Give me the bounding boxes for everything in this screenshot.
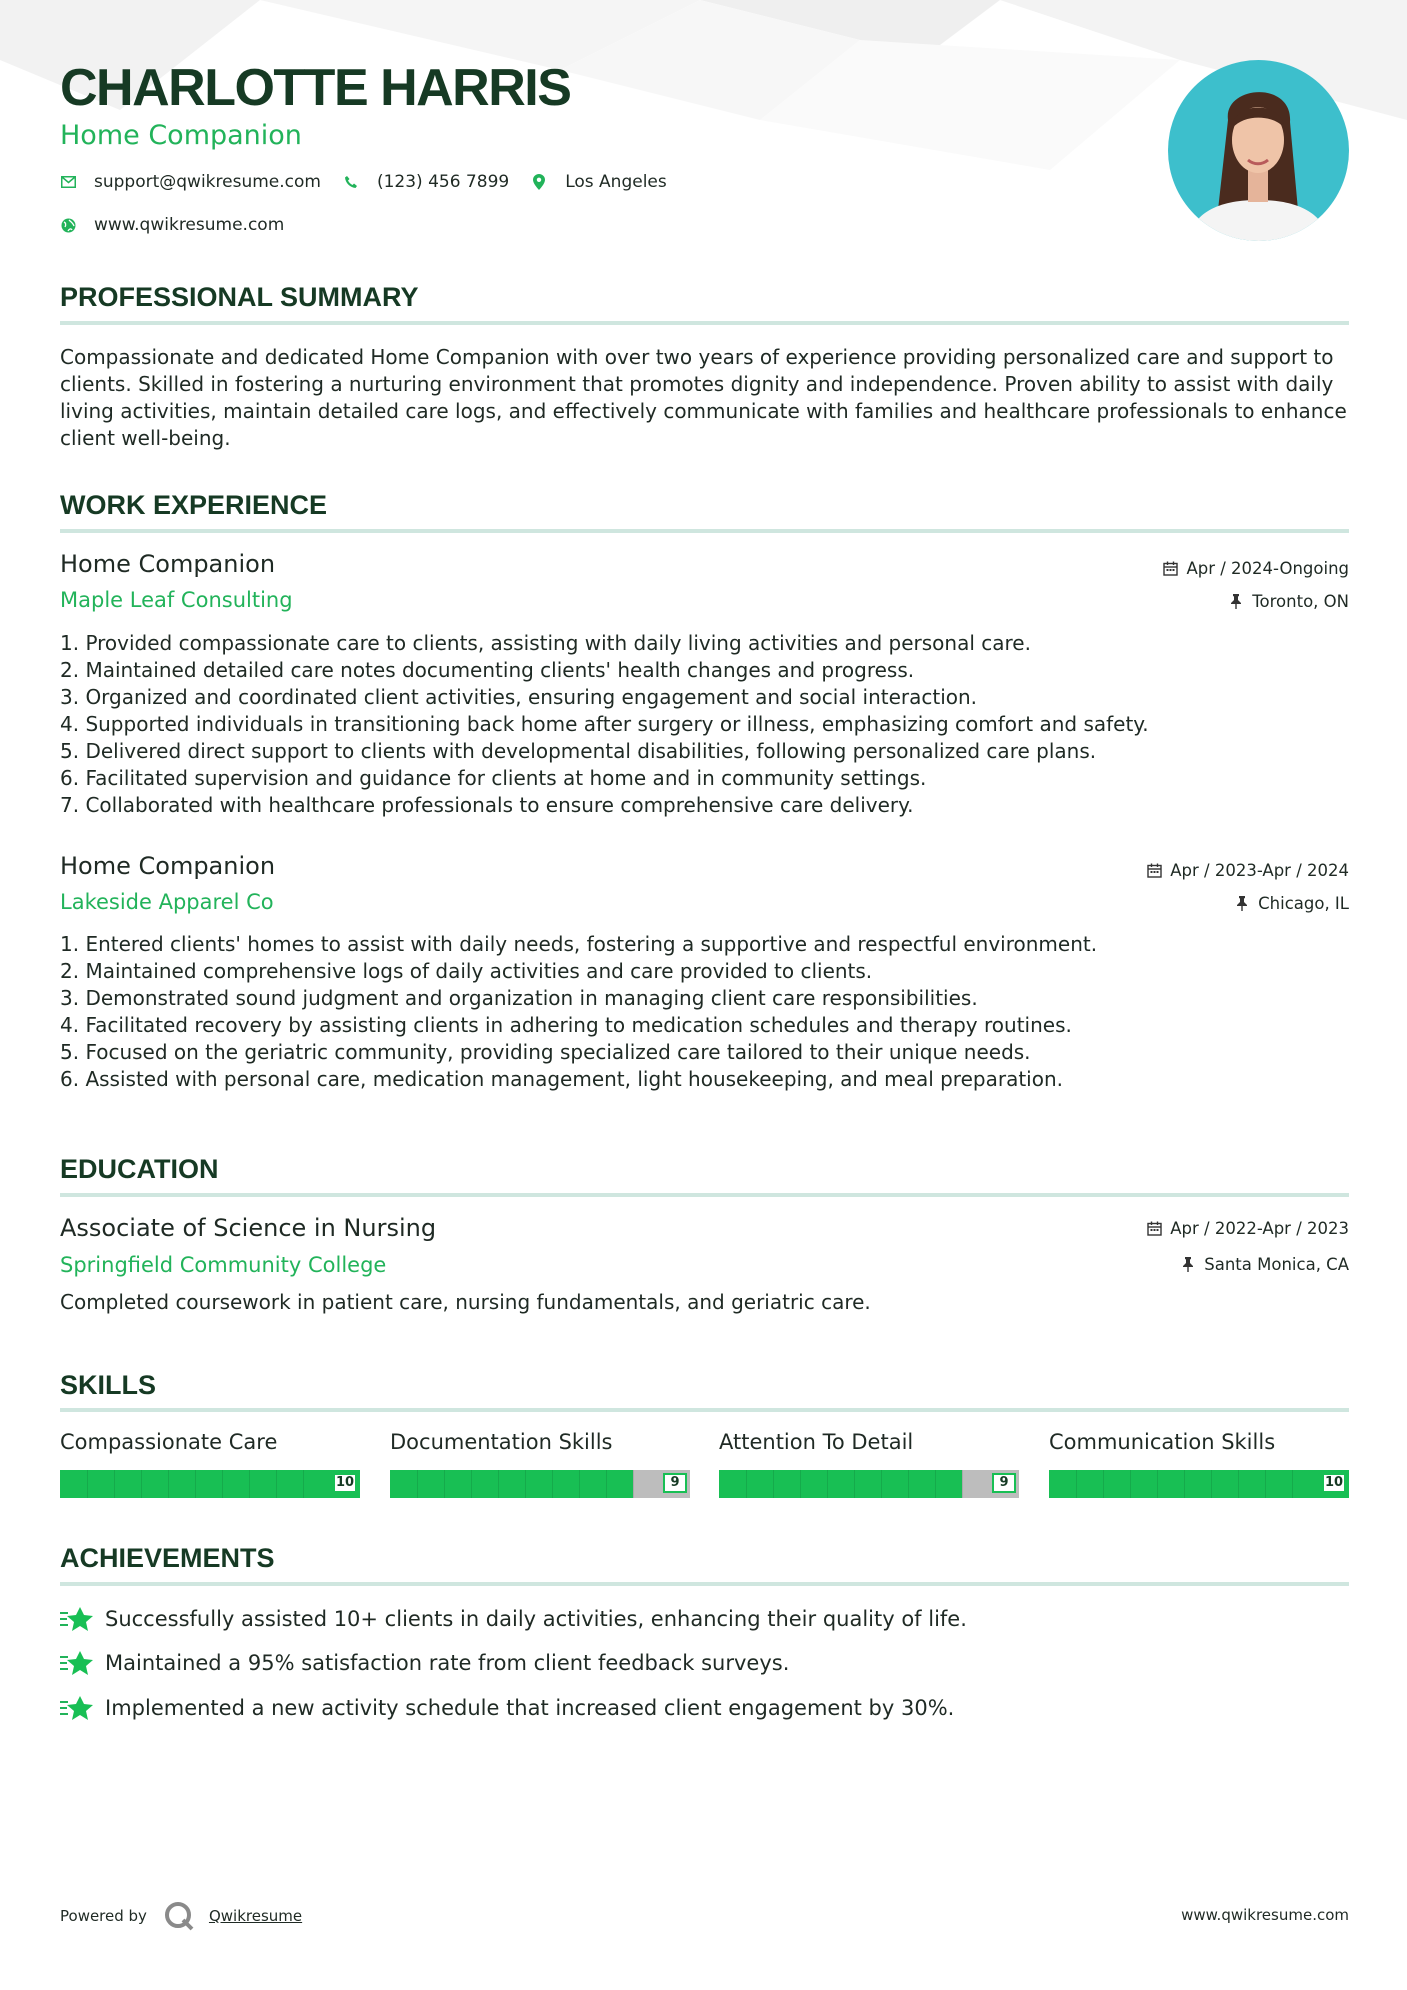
skill-bar-fill [390,1470,633,1498]
skill-name: Communication Skills [1049,1430,1276,1454]
footer-powered-by [60,1900,302,1932]
skill-bar [60,1470,360,1498]
education-location-text: Santa Monica, CA [1204,1255,1349,1274]
skill-bar-segment [1238,1470,1239,1498]
section-divider [60,1582,1349,1586]
skill-name: Attention To Detail [719,1430,914,1454]
skill-bar-segment [935,1470,936,1498]
email-link[interactable]: support@qwikresume.com [94,172,321,192]
job-dates-text: Apr / 2024-Ongoing [1186,559,1349,578]
skill-bar-segment [1184,1470,1185,1498]
list-item: 5. Delivered direct support to clients with developmental disabilities, following personalized care plans. [60,739,1097,763]
job-location-text: Toronto, ON [1252,592,1349,611]
skill-bar-segment [1265,1470,1266,1498]
achievement-item [60,1694,954,1722]
summary-heading: PROFESSIONAL SUMMARY [60,282,419,312]
job-company: Maple Leaf Consulting [60,588,293,612]
list-item: 3. Organized and coordinated client activities, ensuring engagement and social interaction. [60,685,978,709]
skill-bar-segment [444,1470,445,1498]
website-row [60,215,306,235]
job-location [1234,894,1349,913]
skill-bar-segment [579,1470,580,1498]
skill-bar-segment [222,1470,223,1498]
skill-bar-segment [773,1470,774,1498]
skill-bar [1049,1470,1349,1498]
job-bullets [60,931,1349,1093]
skill-bar-segment [168,1470,169,1498]
skill-bar-segment [881,1470,882,1498]
candidate-role: Home Companion [60,120,302,151]
skill-bar-fill [719,1470,962,1498]
skill-bar-segment [249,1470,250,1498]
skill-bar-segment [746,1470,747,1498]
skill-bar-segment [854,1470,855,1498]
job-title: Home Companion [60,852,276,880]
calendar-icon [1146,1221,1162,1237]
skill-bar-segment [962,1470,963,1498]
skill-bar-segment [195,1470,196,1498]
map-pin-icon [531,174,547,190]
education-dates-text: Apr / 2022-Apr / 2023 [1170,1219,1349,1238]
section-divider [60,529,1349,533]
skill-name: Compassionate Care [60,1430,278,1454]
skill-item [60,1430,360,1498]
website-link[interactable]: www.qwikresume.com [94,215,285,235]
phone-number: (123) 456 7899 [376,172,510,192]
experience-heading: WORK EXPERIENCE [60,490,328,520]
list-item: 3. Demonstrated sound judgment and organization in managing client care responsibilities. [60,986,978,1010]
skill-bar-segment [1292,1470,1293,1498]
achievement-item [60,1649,789,1677]
qwikresume-logo-icon [163,1900,195,1932]
skill-bar-segment [1130,1470,1131,1498]
skill-bar-segment [417,1470,418,1498]
skills-heading: SKILLS [60,1370,157,1400]
achievement-text: Successfully assisted 10+ clients in daily activities, enhancing their quality of life. [105,1607,967,1631]
job-location-text: Chicago, IL [1258,894,1349,913]
skill-item [1049,1430,1349,1498]
achievement-text: Maintained a 95% satisfaction rate from client feedback surveys. [105,1651,790,1675]
skill-bar-segment [908,1470,909,1498]
education-heading: EDUCATION [60,1154,219,1184]
achievement-text: Implemented a new activity schedule that increased client engagement by 30%. [105,1696,955,1720]
school-name: Springfield Community College [60,1253,387,1277]
skill-item [719,1430,1019,1498]
list-item: 6. Assisted with personal care, medication management, light housekeeping, and meal preparation. [60,1067,1063,1091]
education-dates [1146,1219,1349,1238]
skill-bar-fill [1049,1470,1349,1498]
star-badge-icon [60,1694,94,1722]
section-divider [60,1193,1349,1197]
list-item: 1. Entered clients' homes to assist with daily needs, fostering a supportive and respectful environment. [60,932,1098,956]
pushpin-icon [1234,896,1250,912]
summary-text: Compassionate and dedicated Home Companion with over two years of experience providing personalized care and support to clients. Skilled in fostering a nurturing environment that promotes dignity and independence. Proven ability to assist with daily living activities, maintain detailed care logs, and effectively communicate with families and healthcare professionals to enhance client well-being. [60,345,1347,450]
skill-bar-segment [552,1470,553,1498]
list-item: 2. Maintained comprehensive logs of daily activities and care provided to clients. [60,959,873,983]
globe-icon [60,217,76,233]
skill-bar-segment [471,1470,472,1498]
skill-bar-segment [1103,1470,1104,1498]
qwikresume-link[interactable]: Qwikresume [208,1907,303,1925]
education-description: Completed coursework in patient care, nursing fundamentals, and geriatric care. [60,1290,871,1314]
achievements-heading: ACHIEVEMENTS [60,1543,275,1573]
job-dates [1146,861,1349,880]
location: Los Angeles [565,172,667,192]
list-item: 7. Collaborated with healthcare professionals to ensure comprehensive care delivery. [60,793,914,817]
degree-title: Associate of Science in Nursing [60,1214,437,1242]
job-title: Home Companion [60,550,276,578]
education-location [1180,1255,1349,1274]
job-dates-text: Apr / 2023-Apr / 2024 [1170,861,1349,880]
skill-score: 9 [663,1473,687,1493]
skill-bar-segment [1076,1470,1077,1498]
calendar-icon [1162,561,1178,577]
calendar-icon [1146,863,1162,879]
pushpin-icon [1228,594,1244,610]
section-divider [60,321,1349,325]
achievement-item [60,1605,967,1633]
skill-bar-segment [606,1470,607,1498]
skill-bar-segment [1157,1470,1158,1498]
skill-bar-segment [303,1470,304,1498]
skill-item [390,1430,690,1498]
list-item: 5. Focused on the geriatric community, providing specialized care tailored to their unique needs. [60,1040,1031,1064]
job-company: Lakeside Apparel Co [60,890,274,914]
envelope-icon [60,174,76,190]
job-location [1228,592,1349,611]
profile-photo [1168,60,1349,241]
skill-bar-segment [276,1470,277,1498]
skill-name: Documentation Skills [390,1430,613,1454]
skill-bar-segment [498,1470,499,1498]
skill-bar-segment [1211,1470,1212,1498]
footer-website-link[interactable]: www.qwikresume.com [1181,1906,1349,1924]
list-item: 1. Provided compassionate care to clients, assisting with daily living activities and personal care. [60,631,1031,655]
skill-bar-segment [525,1470,526,1498]
skill-bar-segment [827,1470,828,1498]
powered-by-label: Powered by [60,1907,147,1925]
list-item: 6. Facilitated supervision and guidance for clients at home and in community settings. [60,766,927,790]
star-badge-icon [60,1649,94,1677]
list-item: 2. Maintained detailed care notes documenting clients' health changes and progress. [60,658,915,682]
candidate-name: CHARLOTTE HARRIS [60,59,571,117]
job-dates [1162,559,1349,578]
skill-bar-segment [114,1470,115,1498]
skill-bar [390,1470,690,1498]
skill-bar-segment [633,1470,634,1498]
list-item: 4. Facilitated recovery by assisting clients in adhering to medication schedules and therapy routines. [60,1013,1072,1037]
list-item: 4. Supported individuals in transitioning back home after surgery or illness, emphasizing comfort and safety. [60,712,1149,736]
phone-icon [343,174,359,190]
skill-bar-segment [87,1470,88,1498]
section-divider [60,1408,1349,1412]
pushpin-icon [1180,1257,1196,1273]
skill-bar [719,1470,1019,1498]
skill-score: 10 [1322,1473,1346,1493]
skill-score: 10 [333,1473,357,1493]
star-badge-icon [60,1605,94,1633]
job-bullets [60,630,1349,819]
skill-bar-segment [141,1470,142,1498]
skill-score: 9 [992,1473,1016,1493]
skill-bar-fill [60,1470,360,1498]
skill-bar-segment [800,1470,801,1498]
contact-row [60,172,689,192]
